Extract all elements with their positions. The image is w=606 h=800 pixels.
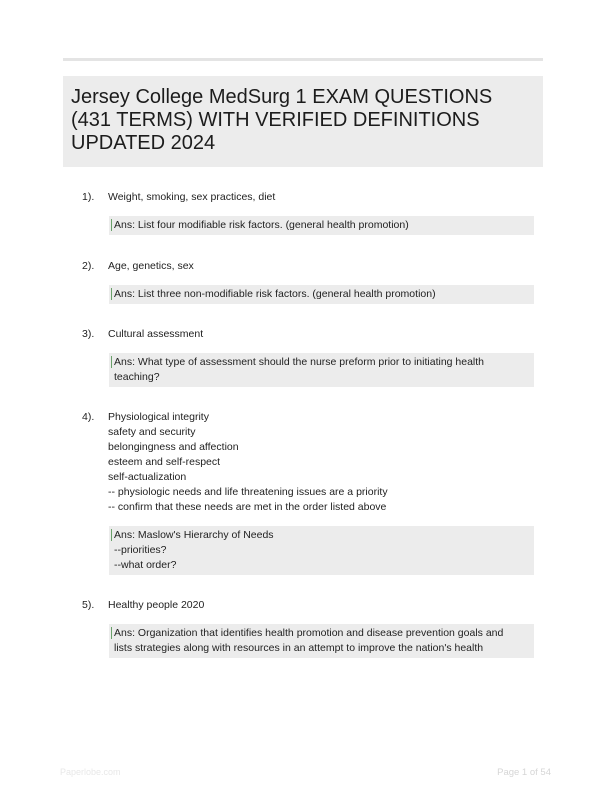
answer-box <box>109 624 534 658</box>
answer-box <box>109 216 534 235</box>
answer-box <box>109 285 534 304</box>
answer-line: --priorities? <box>114 544 167 556</box>
answer-line: Ans: Organization that identifies health promotion and disease prevention goals and <box>114 627 504 639</box>
answer-line: teaching? <box>114 371 160 383</box>
term-line: belongingness and affection <box>108 441 239 453</box>
item-terms <box>108 598 204 613</box>
item-number: 1). <box>82 191 95 203</box>
footer-site-watermark: Paperlobe.com <box>60 767 121 777</box>
term-line: esteem and self-respect <box>108 456 221 468</box>
answer-line: lists strategies along with resources in an attempt to improve the nation's health <box>114 642 484 654</box>
answer-box <box>109 353 534 387</box>
item-terms <box>108 410 388 515</box>
term-line: -- confirm that these needs are met in the order listed above <box>108 501 387 513</box>
term-line: Physiological integrity <box>108 411 209 423</box>
answer-line: Ans: What type of assessment should the nurse preform prior to initiating health <box>114 356 485 368</box>
top-divider <box>63 58 543 61</box>
item-number: 5). <box>82 599 95 611</box>
item-number: 4). <box>82 411 95 423</box>
term-line: self-actualization <box>108 471 187 483</box>
term-line: Weight, smoking, sex practices, diet <box>108 191 276 203</box>
document-title: Jersey College MedSurg 1 EXAM QUESTIONS (431 TERMS) WITH VERIFIED DEFINITIONS UPDATED 2024 <box>71 86 493 154</box>
item-terms <box>108 259 194 274</box>
answer-line: Ans: Maslow's Hierarchy of Needs <box>114 529 274 541</box>
term-line: safety and security <box>108 426 196 438</box>
answer-box <box>109 526 534 575</box>
item-number: 2). <box>82 260 95 272</box>
term-line: Healthy people 2020 <box>108 599 205 611</box>
answer-line: --what order? <box>114 559 177 571</box>
item-terms <box>108 190 275 205</box>
term-line: Age, genetics, sex <box>108 260 194 272</box>
term-line: -- physiologic needs and life threatening issues are a priority <box>108 486 388 498</box>
item-number: 3). <box>82 328 95 340</box>
term-line: Cultural assessment <box>108 328 204 340</box>
answer-line: Ans: List four modifiable risk factors. (general health promotion) <box>114 219 409 231</box>
item-terms <box>108 327 203 342</box>
title-banner <box>63 76 543 167</box>
page-number: Page 1 of 54 <box>497 767 551 778</box>
answer-line: Ans: List three non-modifiable risk factors. (general health promotion) <box>114 288 436 300</box>
